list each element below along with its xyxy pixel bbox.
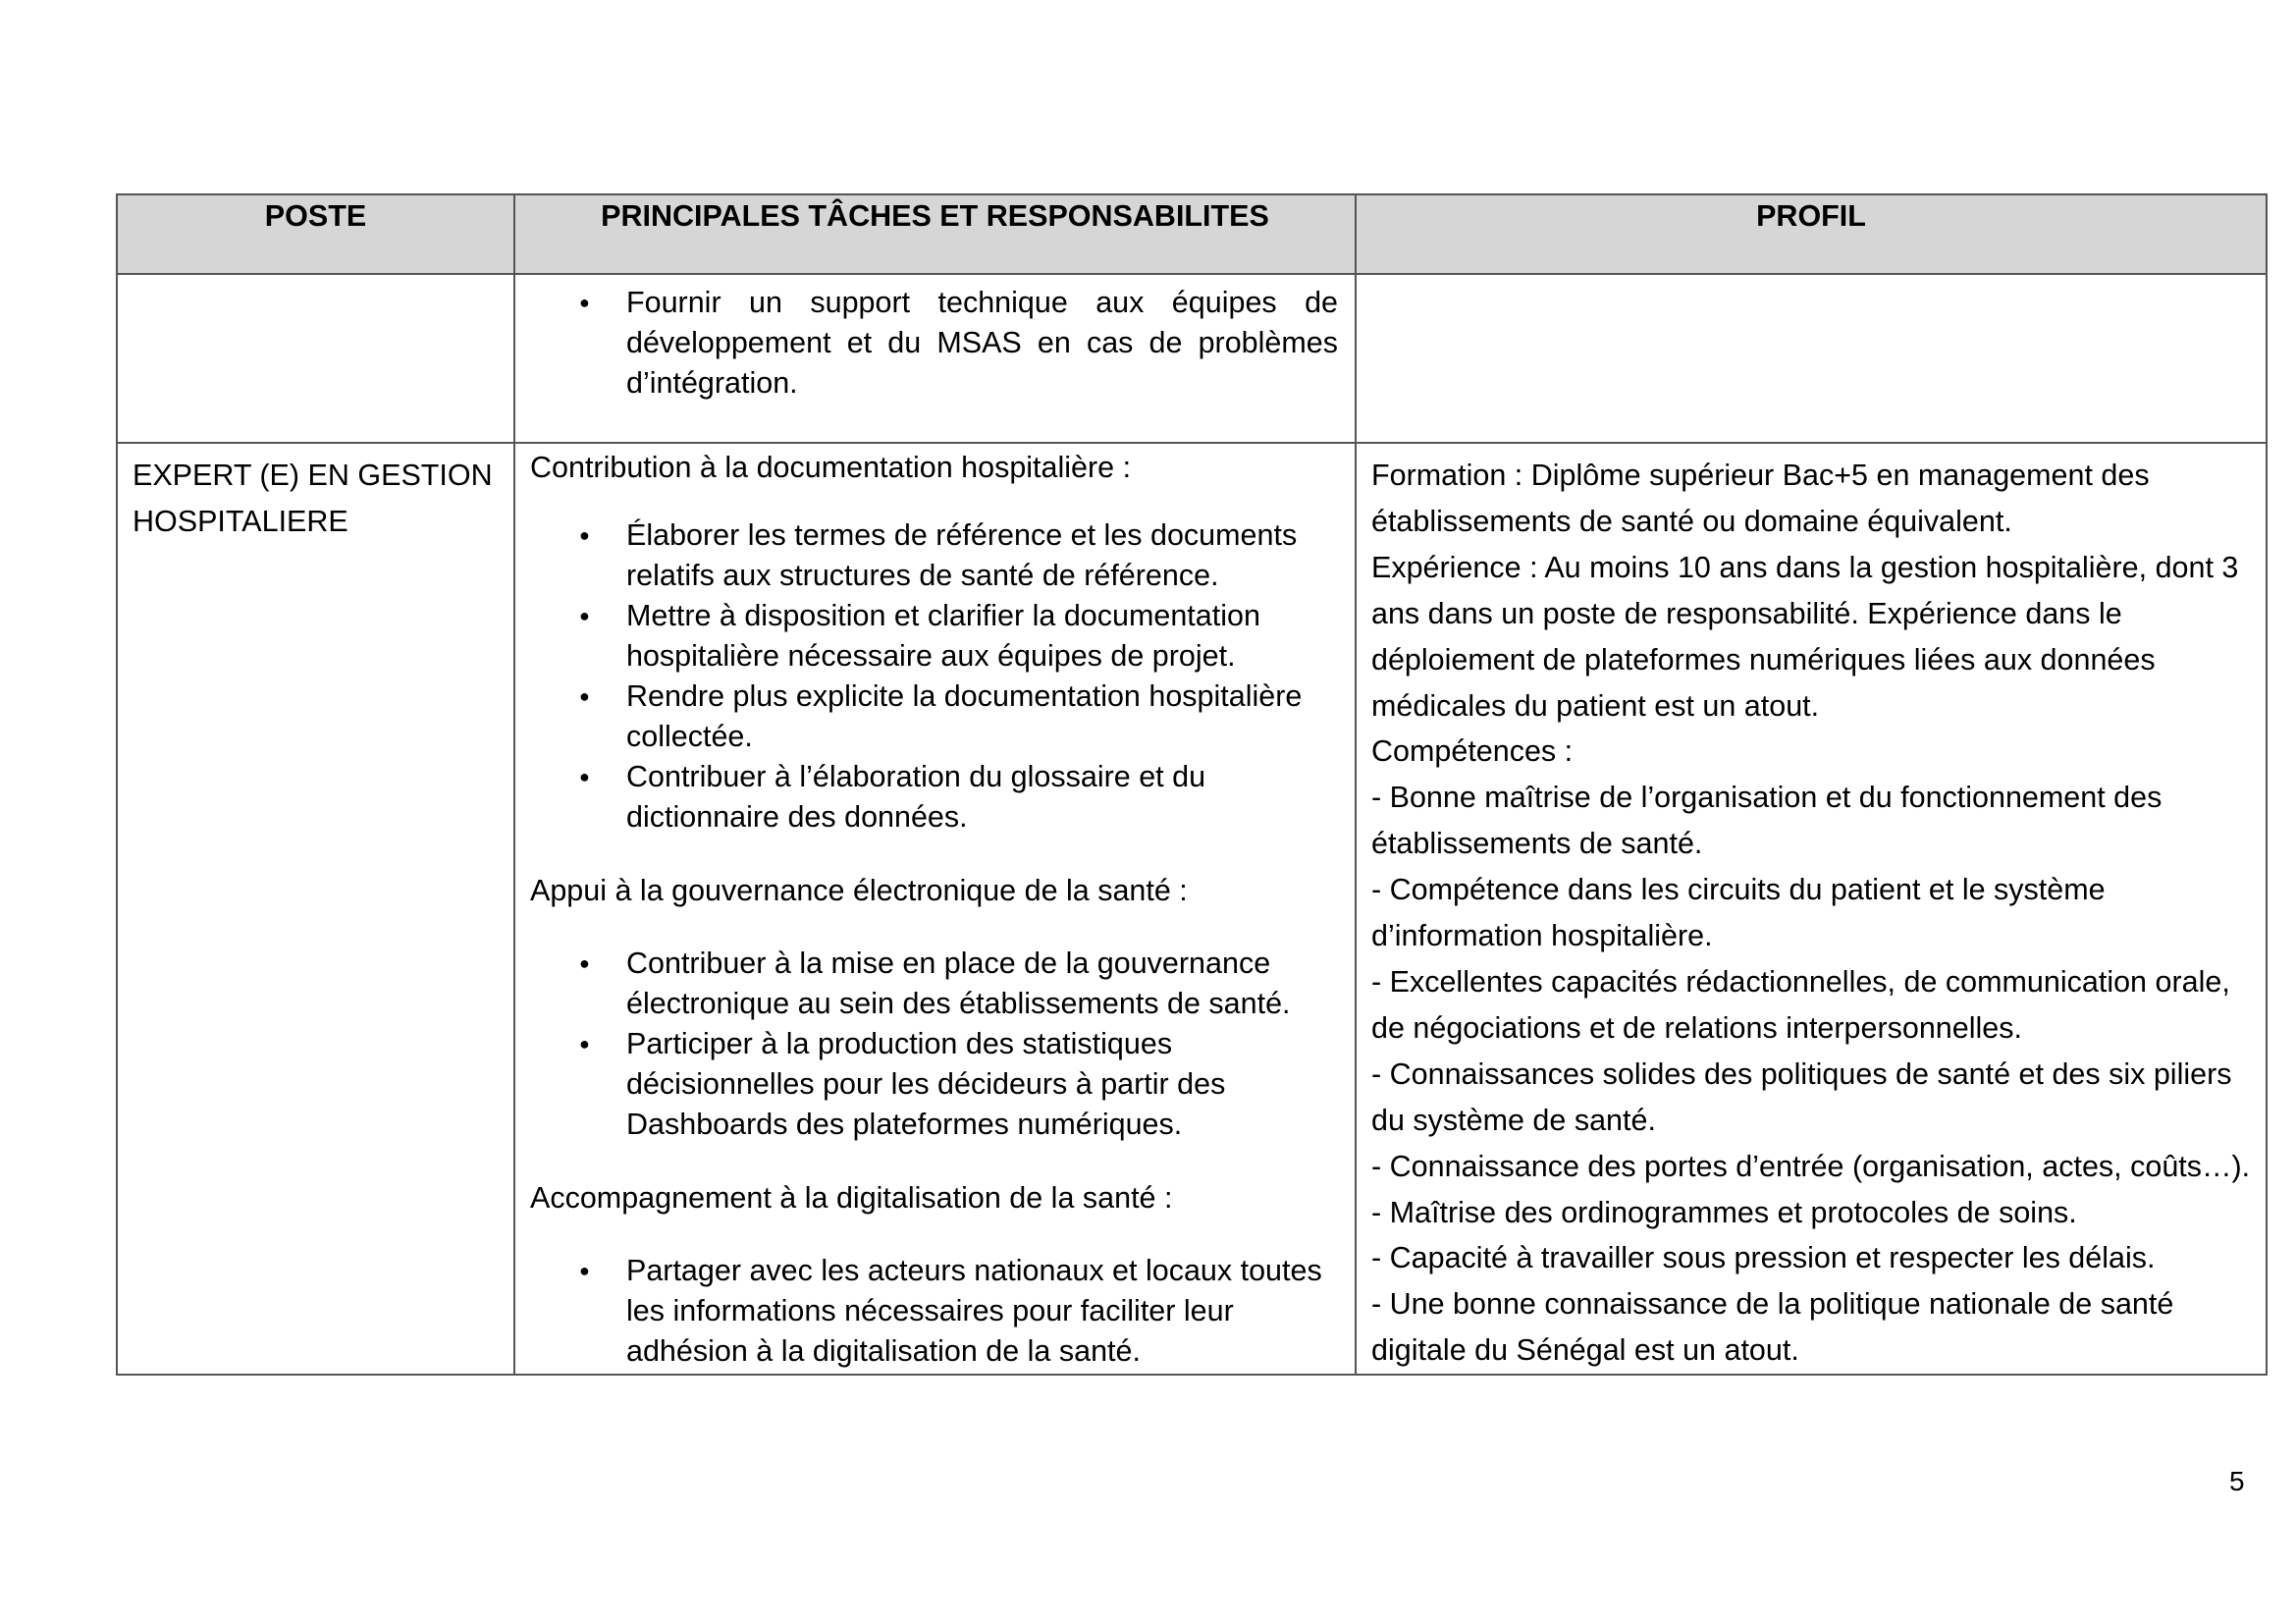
- page-number: 5: [2229, 1466, 2245, 1496]
- job-description-table: [116, 193, 2268, 1376]
- section-title: Contribution à la documentation hospitalière :: [530, 451, 1132, 484]
- section-title: Accompagnement à la digitalisation de la santé :: [530, 1181, 1173, 1215]
- profil-competence-item: - Une bonne connaissance de la politique nationale de santé digitale du Sénégal est un atout.: [1371, 1287, 2174, 1368]
- profil-formation: Formation : Diplôme supérieur Bac+5 en management des établissements de santé ou domaine équivalent.: [1371, 459, 2150, 538]
- profil-competences-heading: Compétences :: [1371, 734, 1574, 769]
- list-item: ● Élaborer les termes de référence et les documents relatifs aux structures de santé de référence.: [530, 515, 1340, 596]
- list-item: ● Contribuer à l’élaboration du glossaire et du dictionnaire des données.: [530, 757, 1340, 838]
- section-title: Appui à la gouvernance électronique de la santé :: [530, 874, 1188, 907]
- header-profil: PROFIL: [1356, 194, 2267, 274]
- bullet-list: [530, 283, 1340, 404]
- bullet-list: [530, 944, 1340, 1145]
- list-item: ● Mettre à disposition et clarifier la documentation hospitalière nécessaire aux équipes de projet.: [530, 596, 1340, 677]
- list-item: ● Contribuer à la mise en place de la gouvernance électronique au sein des établissements de santé.: [530, 944, 1340, 1024]
- profil-competence-item: - Capacité à travailler sous pression et respecter les délais.: [1371, 1241, 2156, 1275]
- list-item: ● Partager avec les acteurs nationaux et locaux toutes les informations nécessaires pour faciliter leur adhésion à la digitalisation de la santé.: [530, 1251, 1340, 1372]
- profil-competence-item: - Connaissance des portes d’entrée (organisation, actes, coûts…).: [1371, 1149, 2251, 1183]
- list-item: ● Rendre plus explicite la documentation hospitalière collectée.: [530, 677, 1340, 757]
- list-item: ● Participer à la production des statistiques décisionnelles pour les décideurs à partir des Dashboards des plateformes numériques.: [530, 1024, 1340, 1145]
- cell-profil: [1356, 443, 2267, 1375]
- cell-taches: [514, 274, 1356, 443]
- table-row: [117, 274, 2267, 443]
- profil-experience: Expérience : Au moins 10 ans dans la gestion hospitalière, dont 3 ans dans un poste de responsabilité. Expérience dans le déploiement de plateformes numériques liées aux données médicales du patient est un atout.: [1371, 550, 2239, 723]
- header-taches: PRINCIPALES TÂCHES ET RESPONSABILITES: [514, 194, 1356, 274]
- profil-competence-item: - Maîtrise des ordinogrammes et protocoles de soins.: [1371, 1195, 2077, 1229]
- table-header-row: [117, 194, 2267, 274]
- profil-competence-item: - Connaissances solides des politiques de santé et des six piliers du système de santé.: [1371, 1056, 2232, 1137]
- list-item: ● Fournir un support technique aux équipes de développement et du MSAS en cas de problèmes d’intégration.: [530, 283, 1340, 404]
- cell-poste: [117, 274, 514, 443]
- cell-taches: [514, 443, 1356, 1375]
- table-row: [117, 443, 2267, 1375]
- cell-poste: [117, 443, 514, 1375]
- bullet-list: [530, 515, 1340, 838]
- profil-competence-item: - Bonne maîtrise de l’organisation et du fonctionnement des établissements de santé.: [1371, 781, 2163, 861]
- profil-competence-item: - Excellentes capacités rédactionnelles, de communication orale, de négociations et de relations interpersonnelles.: [1371, 964, 2230, 1045]
- poste-title: EXPERT (E) EN GESTION HOSPITALIERE: [133, 459, 493, 538]
- header-poste: POSTE: [117, 194, 514, 274]
- cell-profil: [1356, 274, 2267, 443]
- profil-competence-item: - Compétence dans les circuits du patient et le système d’information hospitalière.: [1371, 873, 2106, 953]
- bullet-list: [530, 1251, 1340, 1372]
